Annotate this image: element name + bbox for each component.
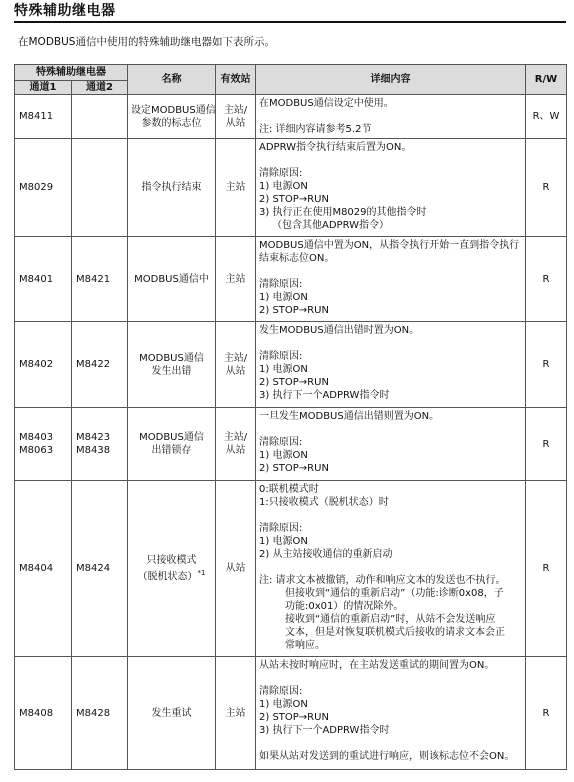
header-name: 名称 — [128, 65, 216, 95]
detail-cell: 一旦发生MODBUS通信出错则置为ON。 清除原因: 1) 电源ON 2) STOP→RUN — [256, 408, 526, 481]
channel-1-cell: M8403 M8063 — [15, 408, 72, 481]
channel-2-cell — [72, 95, 128, 139]
detail-cell: 从站未按时响应时，在主站发送重试的期间置为ON。 清除原因: 1) 电源ON 2) STOP→RUN 3) 执行下一个ADPRW指令时 如果从站对发送到的重试进行响应，则该标志位不会ON。 — [256, 657, 526, 770]
station-cell: 主站/ 从站 — [216, 95, 256, 139]
section-title: 特殊辅助继电器 — [14, 3, 116, 19]
channel-2-cell: M8422 — [72, 322, 128, 408]
rw-cell: R — [526, 322, 567, 408]
name-cell: 指令执行结束 — [128, 139, 216, 237]
name-cell: 设定MODBUS通信 参数的标志位 — [128, 95, 216, 139]
rw-cell: R — [526, 237, 567, 322]
channel-1-cell: M8404 — [15, 481, 72, 657]
name-cell: 只接收模式 （脱机状态）$^{*1}$ — [128, 481, 216, 657]
channel-2-cell: M8421 — [72, 237, 128, 322]
station-cell: 主站 — [216, 139, 256, 237]
station-cell: 主站 — [216, 657, 256, 770]
name-cell: 发生重试 — [128, 657, 216, 770]
footnote-marker: *1 — [197, 568, 206, 577]
detail-cell: 0:联机模式时 1:只接收模式（脱机状态）时 清除原因: 1) 电源ON 2) 从主站接收通信的重新启动 注: 请求文本被撤销，动作和响应文本的发送也不执行。 但接收到“通信的重新启动”（功能:诊断0x08，子 功能:0x01）的情况除外。 接收到“通信的重新启动”时，从站不会发送响应 文本，但是对恢复联机模式后接收的请求文本会正 常响应。 — [256, 481, 526, 657]
header-channel-1: 通道1 — [15, 81, 72, 95]
table-row — [15, 657, 567, 770]
channel-2-cell: M8423 M8438 — [72, 408, 128, 481]
channel-1-cell: M8411 — [15, 95, 72, 139]
station-cell: 主站/ 从站 — [216, 322, 256, 408]
rw-cell: R — [526, 408, 567, 481]
table-row — [15, 95, 567, 139]
detail-cell: ADPRW指令执行结束后置为ON。 清除原因: 1) 电源ON 2) STOP→RUN 3) 执行正在使用M8029的其他指令时 （包含其他ADPRW指令） — [256, 139, 526, 237]
table-row — [15, 408, 567, 481]
intro-text: 在MODBUS通信中使用的特殊辅助继电器如下表所示。 — [18, 36, 275, 48]
channel-2-cell: M8428 — [72, 657, 128, 770]
rw-cell: R — [526, 657, 567, 770]
table-header-row — [15, 65, 567, 81]
header-station: 有效站 — [216, 65, 256, 95]
station-cell: 主站/ 从站 — [216, 408, 256, 481]
header-rw: R/W — [526, 65, 567, 95]
rw-cell: R — [526, 139, 567, 237]
station-cell: 从站 — [216, 481, 256, 657]
header-detail: 详细内容 — [256, 65, 526, 95]
name-cell: MODBUS通信 发生出错 — [128, 322, 216, 408]
detail-cell: MODBUS通信中置为ON，从指令执行开始一直到指令执行结束标志位ON。 清除原因: 1) 电源ON 2) STOP→RUN — [256, 237, 526, 322]
table-row — [15, 322, 567, 408]
name-cell: MODBUS通信 出错锁存 — [128, 408, 216, 481]
channel-2-cell: M8424 — [72, 481, 128, 657]
title-underline — [14, 21, 566, 23]
table-row — [15, 237, 567, 322]
channel-1-cell: M8401 — [15, 237, 72, 322]
channel-1-cell: M8029 — [15, 139, 72, 237]
header-channel-2: 通道2 — [72, 81, 128, 95]
channel-1-cell: M8402 — [15, 322, 72, 408]
rw-cell: R、W — [526, 95, 567, 139]
special-relay-table — [14, 64, 567, 770]
name-cell: MODBUS通信中 — [128, 237, 216, 322]
detail-cell: 发生MODBUS通信出错时置为ON。 清除原因: 1) 电源ON 2) STOP→RUN 3) 执行下一个ADPRW指令时 — [256, 322, 526, 408]
header-relay-group: 特殊辅助继电器 — [15, 65, 128, 81]
table-row — [15, 139, 567, 237]
channel-2-cell — [72, 139, 128, 237]
channel-1-cell: M8408 — [15, 657, 72, 770]
table-row — [15, 481, 567, 657]
station-cell: 主站 — [216, 237, 256, 322]
detail-cell: 在MODBUS通信设定中使用。 注: 详细内容请参考5.2节 — [256, 95, 526, 139]
rw-cell: R — [526, 481, 567, 657]
